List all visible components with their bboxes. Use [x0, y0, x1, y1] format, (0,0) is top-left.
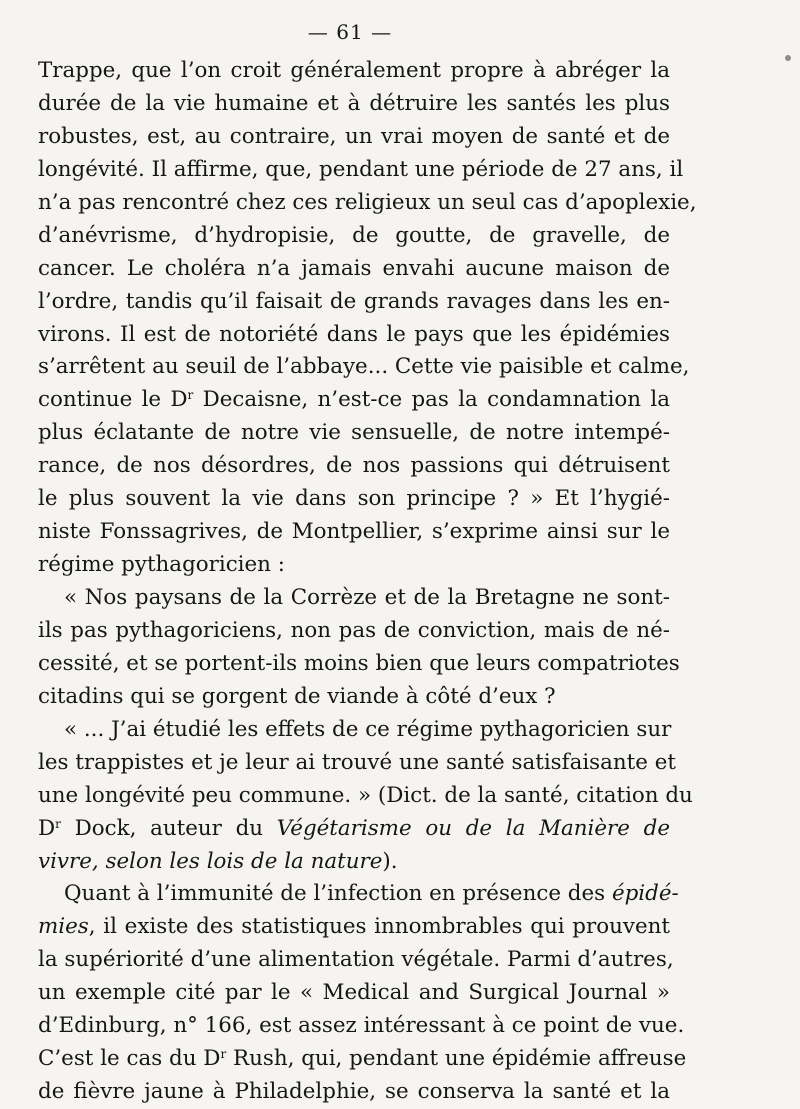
text-line	[38, 1043, 687, 1076]
text-run: Rush, qui, pendant une épidémie affreuse	[226, 1046, 687, 1072]
text-run: Decaisne, n’est-ce pas la condamnation la	[193, 387, 670, 413]
text-line: « ... J’ai étudié les effets de ce régime pythagoricien sur	[64, 716, 672, 742]
italic-run: épidé-	[611, 881, 679, 907]
page-number: — 61 —	[307, 20, 393, 44]
body-text	[38, 55, 697, 1109]
text-line: la supériorité d’une alimentation végétale. Parmi d’autres,	[38, 947, 674, 973]
text-run: Dock, auteur du	[60, 815, 277, 841]
text-line	[38, 384, 670, 417]
italic-run: Végétarisme ou de la Manière de	[276, 815, 670, 841]
text-run: C’est le cas du D	[38, 1046, 221, 1072]
text-line: n’a pas rencontré chez ces religieux un seul cas d’apoplexie,	[38, 189, 697, 215]
text-line: niste Fonssagrives, de Montpellier, s’exprime ainsi sur le	[38, 519, 670, 545]
text-line: les trappistes et je leur ai trouvé une santé satisfaisante et	[38, 749, 676, 775]
superscript: r	[55, 816, 61, 831]
text-line: « Nos paysans de la Corrèze et de la Bretagne ne sont-	[64, 585, 670, 610]
text-line: longévité. Il affirme, que, pendant une période de 27 ans, il	[38, 156, 684, 182]
text-line: l’ordre, tandis qu’il faisait de grands ravages dans les en-	[38, 288, 670, 314]
text-line: un exemple cité par le « Medical and Surgical Journal »	[38, 980, 670, 1006]
text-line: durée de la vie humaine et à détruire les santés les plus	[38, 90, 670, 116]
text-line: cessité, et se portent-ils moins bien que leurs compatriotes	[38, 650, 680, 676]
text-line: ils pas pythagoriciens, non pas de conviction, mais de né-	[38, 617, 670, 643]
text-line: régime pythagoricien :	[38, 552, 285, 578]
text-line: d’anévrisme, d’hydropisie, de goutte, de gravelle, de	[38, 222, 670, 248]
text-run: , il existe des statistiques innombrables qui prouvent	[88, 914, 670, 940]
text-run: D	[38, 815, 56, 841]
italic-run: vivre, selon les lois de la nature	[38, 848, 383, 874]
text-line: le plus souvent la vie dans son principe ? » Et l’hygié-	[38, 486, 670, 512]
superscript: r	[187, 388, 194, 403]
text-line: robustes, est, au contraire, un vrai moyen de santé et de	[38, 123, 670, 149]
text-line: rance, de nos désordres, de nos passions qui détruisent	[38, 453, 670, 479]
text-run: continue le D	[38, 387, 188, 413]
text-line: Trappe, que l’on croit généralement propre à abréger la	[38, 58, 670, 83]
text-line	[38, 878, 679, 911]
text-line: cancer. Le choléra n’a jamais envahi aucune maison de	[38, 255, 670, 281]
text-line: citadins qui se gorgent de viande à côté d’eux ?	[38, 683, 556, 709]
superscript: r	[220, 1047, 227, 1062]
text-line: une longévité peu commune. » (Dict. de la santé, citation du	[38, 782, 693, 808]
text-line	[38, 911, 670, 944]
text-line: plus éclatante de notre vie sensuelle, de notre intempé-	[38, 420, 670, 446]
text-line: virons. Il est de notoriété dans le pays que les épidémies	[38, 321, 670, 347]
text-line: d’Edinburg, n° 166, est assez intéressant à ce point de vue.	[38, 1013, 685, 1039]
text-line: de fièvre jaune à Philadelphie, se conserva la santé et la	[38, 1079, 670, 1105]
text-line: s’arrêtent au seuil de l’abbaye... Cette vie paisible et calme,	[38, 354, 690, 380]
text-line	[38, 846, 670, 879]
text-line	[38, 813, 670, 846]
text-run: Quant à l’immunité de l’infection en présence des	[64, 881, 612, 907]
italic-run: mies	[38, 914, 89, 940]
text-run: ).	[382, 848, 398, 874]
ink-spot	[785, 55, 791, 61]
